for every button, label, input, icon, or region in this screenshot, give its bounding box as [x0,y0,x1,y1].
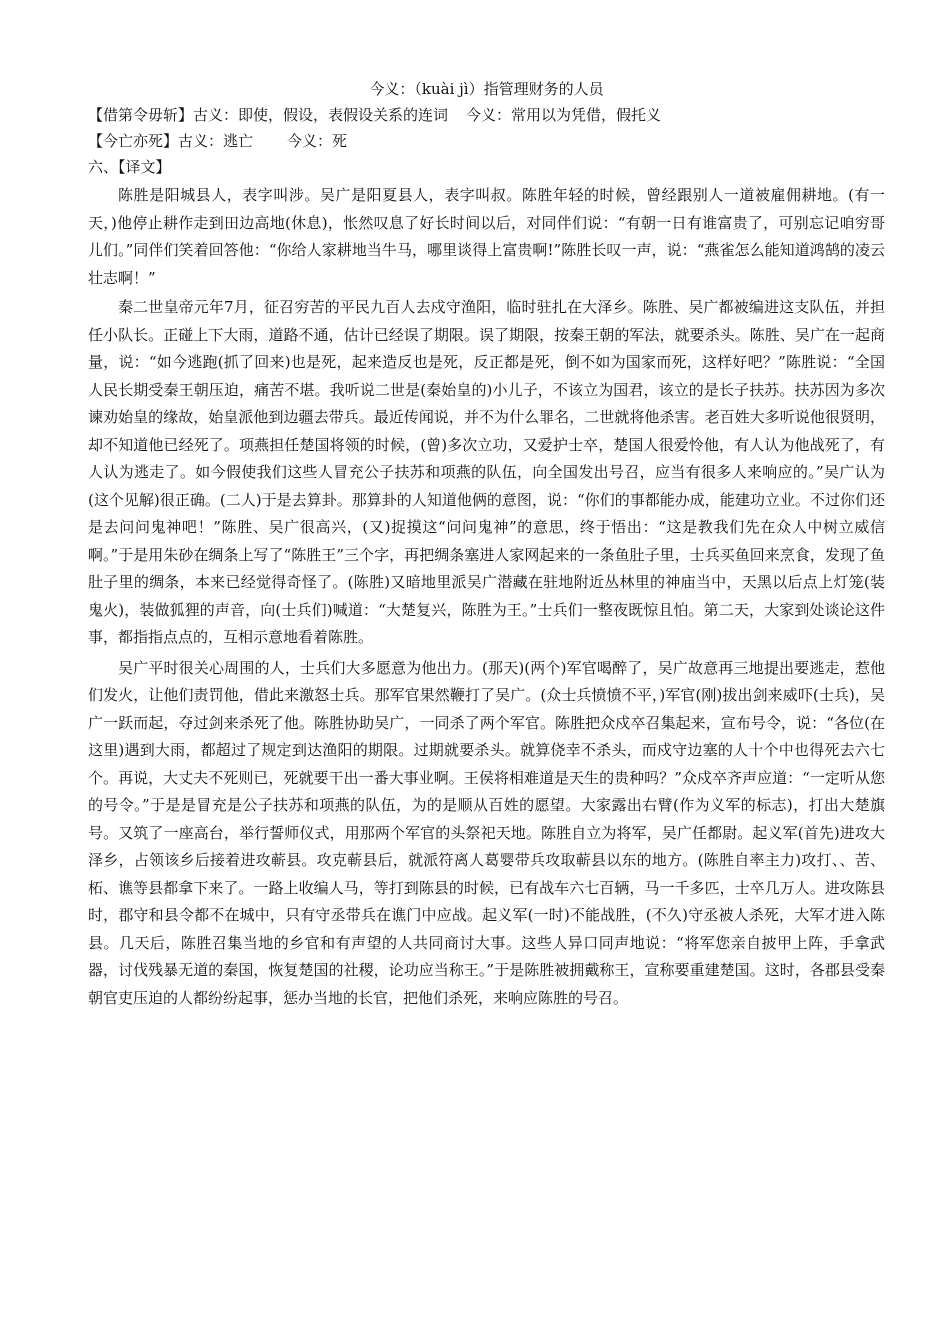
vocab-term: 【借第令毋斩】 [88,106,194,124]
vocab-term: 【今亡亦死】 [88,132,179,150]
vocab-item-jinwang [88,128,885,154]
ancient-meaning: 古义：即使，假设，表假设关系的连词 [193,106,449,124]
modern-meaning: 今义：常用以为凭借，假托义 [466,106,662,124]
kuaiji-modern-meaning: 今义：（kuài jì）指管理财务的人员 [369,80,604,98]
section-heading: 六、【译文】 [88,158,171,176]
translation-paragraph-2: 秦二世皇帝元年7月，征召穷苦的平民九百人去戍守渔阳，临时驻扎在大泽乡。陈胜、吴广都被编进这支队伍，并担任小队长。正碰上下大雨，道路不通，估计已经误了期限。误了期限，按秦王朝的军法，就要杀头。陈胜、吴广在一起商量，说：“如今逃跑(抓了回来)也是死，起来造反也是死，反正都是死，倒不如为国家而死，这样好吧？”陈胜说：“全国人民长期受秦王朝压迫，痛苦不堪。我听说二世是(秦始皇的)小儿子，不该立为国君，该立的是长子扶苏。扶苏因为多次谏劝始皇的缘故，始皇派他到边疆去带兵。最近传闻说，并不为什么罪名，二世就将他杀害。老百姓大多听说他很贤明，却不知道他已经死了。项燕担任楚国将领的时候，(曾)多次立功，又爱护士卒，楚国人很爱怜他，有人认为他战死了，有人认为逃走了。如今假使我们这些人冒充公子扶苏和项燕的队伍，向全国发出号召，应当有很多人来响应的。”吴广认为(这个见解)很正确。(二人)于是去算卦。那算卦的人知道他俩的意图，说：“你们的事都能办成，能建功立业。不过你们还是去问问鬼神吧！”陈胜、吴广很高兴，(又)捉摸这“问问鬼神”的意思，终于悟出：“这是教我们先在众人中树立威信啊。”于是用朱砂在绸条上写了“陈胜王”三个字，再把绸条塞进人家网起来的一条鱼肚子里，士兵买鱼回来烹食，发现了鱼肚子里的绸条，本来已经觉得奇怪了。(陈胜)又暗地里派吴广潜藏在驻地附近丛林里的神庙当中，天黑以后点上灯笼(装鬼火)，装做狐狸的声音，向(士兵们)喊道：“大楚复兴，陈胜为王。”士兵们一整夜既惊且怕。第二天，大家到处谈论这件事，都指指点点的，互相示意地看着陈胜。 [88,298,885,646]
ancient-meaning: 古义：逃亡 [178,132,254,150]
vocab-item-jiedi [88,102,885,128]
document-content [88,76,885,1012]
translation-paragraph-3: 吴广平时很关心周围的人，士兵们大多愿意为他出力。(那天)(两个)军官喝醉了，吴广故意再三地提出要逃走，惹他们发火，让他们责罚他，借此来激怒士兵。那军官果然鞭打了吴广。(众士兵愤愤不平，)军官(刚)拔出剑来威吓(士兵)，吴广一跃而起，夺过剑来杀死了他。陈胜协助吴广，一同杀了两个军官。陈胜把众戍卒召集起来，宣布号令，说：“各位(在这里)遇到大雨，都超过了规定到达渔阳的期限。过期就要杀头。就算侥幸不杀头，而戍守边塞的人十个中也得死去六七个。再说，大丈夫不死则已，死就要干出一番大事业啊。王侯将相难道是天生的贵种吗？”众戍卒齐声应道：“一定听从您的号令。”于是是冒充是公子扶苏和项燕的队伍，为的是顺从百姓的愿望。大家露出右臂(作为义军的标志)，打出大楚旗号。又筑了一座高台，举行誓师仪式，用那两个军官的头祭祀天地。陈胜自立为将军，吴广任都尉。起义军(首先)进攻大泽乡，占领该乡后接着进攻蕲县。攻克蕲县后，就派符离人葛婴带兵攻取蕲县以东的地方。(陈胜自率主力)攻打、、苦、柘、谯等县都拿下来了。一路上收编人马，等打到陈县的时候，已有战车六七百辆，马一千多匹，士卒几万人。进攻陈县时，郡守和县令都不在城中，只有守丞带兵在谯门中应战。起义军(一时)不能战胜，(不久)守丞被人杀死，大军才进入陈县。几天后，陈胜召集当地的乡官和有声望的人共同商讨大事。这些人异口同声地说：“将军您亲自披甲上阵，手拿武器，讨伐残暴无道的秦国，恢复楚国的社稷，论功应当称王。”于是陈胜被拥戴称王，宣称要重建楚国。这时，各郡县受秦朝官吏压迫的人都纷纷起事，惩办当地的长官，把他们杀死，来响应陈胜的号召。 [88,658,885,1007]
modern-meaning: 今义：死 [287,132,348,150]
translation-paragraph-1: 陈胜是阳城县人，表字叫涉。吴广是阳夏县人，表字叫叔。陈胜年轻的时候，曾经跟别人一道被雇佣耕地。(有一天，)他停止耕作走到田边高地(休息)，怅然叹息了好长时间以后，对同伴们说：“有朝一日有谁富贵了，可别忘记咱穷哥儿们。”同伴们笑着回答他：“你给人家耕地当牛马，哪里谈得上富贵啊!”陈胜长叹一声，说：“燕雀怎么能知道鸿鹄的凌云壮志啊！” [88,186,885,287]
